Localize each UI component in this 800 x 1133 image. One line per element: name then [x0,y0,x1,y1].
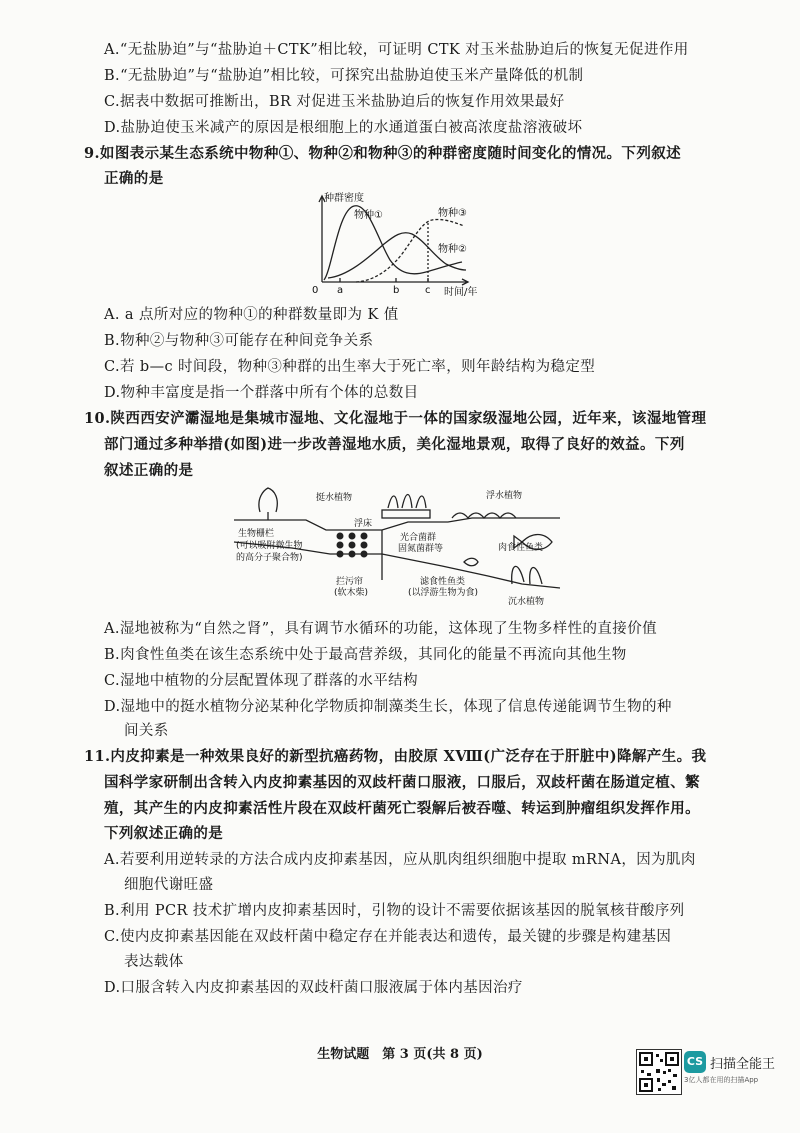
q9-option-d: D.物种丰富度是指一个群落中所有个体的总数目 [104,385,419,401]
label-curtain-2: (软木柴) [334,588,369,598]
q10-option-b: B.肉食性鱼类在该生态系统中处于最高营养级，其同化的能量不再流向其他生物 [104,647,627,663]
q10-option-c: C.湿地中植物的分层配置体现了群落的水平结构 [104,673,418,689]
q11-stem-line3: 殖，其产生的内皮抑素活性片段在双歧杆菌死亡裂解后被吞噬、转运到肿瘤组织发挥作用。 [104,800,700,817]
q11-option-d: D.口服含转入内皮抑素基因的双歧杆菌口服液属于体内基因治疗 [104,980,523,996]
q10-wetland-diagram [232,484,562,612]
q10-stem-line2: 部门通过多种举措(如图)进一步改善湿地水质，美化湿地景观，取得了良好的效益。下列 [104,436,685,453]
q10-option-d-line1: D.湿地中的挺水植物分泌某种化学物质抑制藻类生长，体现了信息传递能调节生物的种 [104,699,672,715]
label-carnivorous-fish: 肉食性鱼类 [498,543,544,553]
x-axis-label: 时间/年 [444,287,478,298]
label-submerged-plants: 沉水植物 [508,597,545,607]
label-floating-bed: 浮床 [354,519,373,529]
q11-option-c-line2: 表达载体 [124,954,184,970]
tick-a-label: a [337,285,344,296]
scanner-app-name: 扫描全能王 [710,1056,776,1072]
label-bio-fence-1: 生物栅栏 [238,529,275,539]
tick-c-label: c [425,285,431,296]
prev-option-c: C.据表中数据可推断出，BR 对促进玉米盐胁迫后的恢复作用效果最好 [104,94,565,110]
label-bio-fence-3: 的高分子聚合物) [236,553,303,563]
q11-option-c-line1: C.使内皮抑素基因能在双歧杆菌中稳定存在并能表达和遗传，最关键的步骤是构建基因 [104,929,672,945]
prev-option-b: B.“无盐胁迫”与“盐胁迫”相比较，可探究出盐胁迫使玉米产量降低的机制 [104,68,584,84]
prev-option-d: D.盐胁迫使玉米减产的原因是根细胞上的水通道蛋白被高浓度盐溶液破坏 [104,120,583,136]
q9-option-b: B.物种②与物种③可能存在种间竞争关系 [104,333,374,349]
origin-label: 0 [312,285,319,296]
q11-option-a-line1: A.若要利用逆转录的方法合成内皮抑素基因，应从肌肉组织细胞中提取 mRNA，因为肌肉 [104,852,696,868]
q11-stem-line1: 11.内皮抑素是一种效果良好的新型抗癌药物，由胶原 XⅧ(广泛存在于肝脏中)降解产生。我 [84,748,707,765]
tick-b-label: b [393,285,400,296]
label-emergent-plants: 挺水植物 [316,493,353,503]
label-floating-plants: 浮水植物 [486,491,523,501]
scanner-watermark [684,1051,775,1085]
q10-option-a: A.湿地被称为“自然之肾”，具有调节水循环的功能，这体现了生物多样性的直接价值 [104,621,658,637]
floating-bed-icon [382,510,430,518]
q11-option-b: B.利用 PCR 技术扩增内皮抑素基因时，引物的设计不需要依据该基因的脱氧核苷酸序列 [104,903,685,919]
q9-option-a: A. a 点所对应的物种①的种群数量即为 K 值 [104,307,399,323]
filter-feeding-fish-icon [464,558,478,566]
label-species-3: 物种③ [438,208,467,219]
curve-species-2 [328,233,466,278]
q9-stem-line1: 9.如图表示某生态系统中物种①、物种②和物种③的种群密度随时间变化的情况。下列叙述 [84,145,682,162]
y-axis-label: 种群密度 [324,193,364,204]
page-footer: 生物试题 第 3 页(共 8 页) [317,1047,483,1062]
q9-stem-line2: 正确的是 [104,170,164,187]
q9-option-c: C.若 b—c 时间段，物种③种群的出生率大于死亡率，则年龄结构为稳定型 [104,359,596,375]
q10-option-d-line2: 间关系 [124,723,169,739]
label-curtain-1: 拦污帘 [336,577,364,587]
label-bacteria-1: 光合菌群 [400,533,437,543]
q9-population-density-graph [308,192,488,298]
camscanner-logo-icon: CS [684,1051,706,1073]
label-filter-fish-2: (以浮游生物为食) [408,588,479,598]
scanner-tagline: 3亿人都在用的扫描App [684,1076,759,1084]
label-species-2: 物种② [438,244,467,255]
q11-option-a-line2: 细胞代谢旺盛 [124,877,214,893]
label-bio-fence-2: (可以吸附微生物 [236,541,303,551]
q10-stem-line1: 10.陕西西安浐灞湿地是集城市湿地、文化湿地于一体的国家级湿地公园，近年来，该湿地管理 [84,410,707,427]
q10-stem-line3: 叙述正确的是 [104,462,194,479]
label-filter-fish-1: 滤食性鱼类 [420,577,466,587]
willow-tree-icon [259,488,277,512]
prev-option-a: A.“无盐胁迫”与“盐胁迫＋CTK”相比较，可证明 CTK 对玉米盐胁迫后的恢复无促进作用 [104,42,689,58]
q11-stem-line2: 国科学家研制出含转入内皮抑素基因的双歧杆菌口服液，口服后，双歧杆菌在肠道定植、繁 [104,774,700,791]
qr-code-icon [636,1049,682,1095]
label-bacteria-2: 固氮菌群等 [398,544,444,554]
submerged-plant-icons [512,566,542,584]
q11-stem-line4: 下列叙述正确的是 [104,825,224,842]
bio-fence-icons [337,533,368,558]
label-species-1: 物种① [354,210,383,221]
reed-icons [388,495,426,509]
water-surface-line [234,518,560,530]
floating-plant-icons [452,513,516,518]
